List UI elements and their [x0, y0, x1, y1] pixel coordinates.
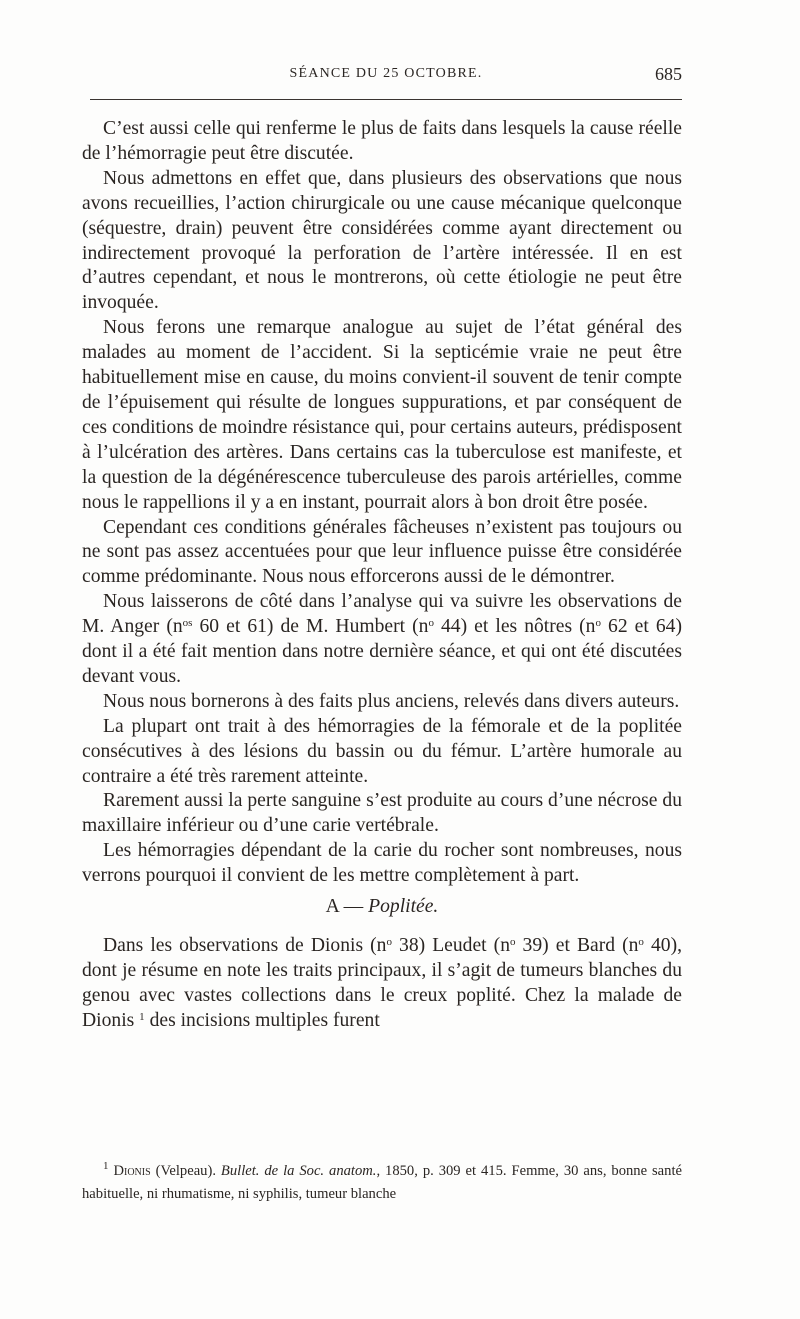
footnote-text	[82, 1160, 682, 1206]
paragraph-5-text-d: 62 et 64) dont il a été fait mention dans notre dernière séance, et qui ont été discutées devant vous.	[82, 616, 682, 687]
footnote-author: Dionis	[113, 1163, 151, 1179]
section-heading	[82, 895, 682, 920]
paragraph-6: Nous nous bornerons à des faits plus anciens, relevés dans divers auteurs.	[103, 690, 680, 712]
paragraph-10	[82, 934, 682, 1034]
numero-superscript: o	[638, 936, 644, 948]
numero-superscript: os	[182, 617, 193, 630]
running-head	[90, 66, 682, 88]
paragraph-8: Rarement aussi la perte sanguine s’est produite au cours d’une nécrose du maxillaire inférieur ou d’une carie vertébrale.	[82, 790, 682, 837]
page-number: 685	[655, 64, 682, 84]
numero-superscript: o	[595, 617, 601, 630]
paragraph-5	[82, 590, 682, 690]
paragraph-2: Nous admettons en effet que, dans plusieurs des observations que nous avons recueillies, l’action chirurgicale ou une cause mécanique quelconque (séquestre, drain) peuvent être considérées comme ayant directement ou indirectement provoqué la perforation de l’artère intéressée. Il en est d’autres cependant, et nous le montrerons, où cette étiologie ne peut être invoquée.	[82, 167, 682, 314]
header-rule	[90, 99, 682, 100]
paragraph-5-text-c: 44) et les nôtres (n	[433, 616, 596, 638]
footnote-marker: 1	[103, 1160, 109, 1172]
paragraph-10-text-b: 38) Leudet (n	[391, 935, 510, 956]
footnote-text-b: , 1850, p. 309 et 415. Femme, 30 ans, bonne santé habituelle, ni rhumatisme, ni syphilis, tumeur blanche	[82, 1163, 682, 1202]
body-text	[82, 117, 682, 1034]
paragraph-4: Cependant ces conditions générales fâcheuses n’existent pas toujours ou ne sont pas assez accentuées pour que leur influence puisse être considérée comme prédominante. Nous nous efforcerons aussi de le démontrer.	[82, 516, 682, 588]
section-title: Poplitée.	[368, 896, 439, 918]
numero-superscript: o	[386, 936, 392, 948]
paragraph-10-text-a: Dans les observations de Dionis (n	[103, 935, 387, 956]
footnote	[82, 1160, 682, 1206]
section-dash: —	[338, 896, 369, 918]
footnote-text-a: (Velpeau).	[150, 1163, 221, 1179]
running-head-title: SÉANCE DU 25 OCTOBRE.	[289, 66, 483, 81]
footnote-journal: Bullet. de la Soc. anatom.	[220, 1163, 377, 1179]
paragraph-3: Nous ferons une remarque analogue au sujet de l’état général des malades au moment de l’accident. Si la septicémie vraie ne peut être habituellement mise en cause, du moins convient-il souvent de tenir compte de l’épuisement qui résulte de longues suppurations, et par conséquent de ces conditions de moindre résistance qui, pour certains auteurs, prédisposent à l’ulcération des artères. Dans certains cas la tuberculose est manifeste, et la question de la dégénérescence tuberculeuse des parois artérielles, comme nous le rappellions il y a en instant, pourrait alors à bon droit être posée.	[82, 317, 682, 513]
numero-superscript: o	[428, 617, 434, 630]
paragraph-1: C’est aussi celle qui renferme le plus de faits dans lesquels la cause réelle de l’hémorragie peut être discutée.	[82, 118, 682, 164]
paragraph-9: Les hémorragies dépendant de la carie du rocher sont nombreuses, nous verrons pourquoi il convient de les mettre complètement à part.	[82, 840, 682, 887]
paragraph-10-text-e: des incisions multiples furent	[144, 1009, 380, 1031]
footnote-reference: 1	[139, 1010, 145, 1023]
numero-superscript: o	[510, 936, 516, 948]
paragraph-7: La plupart ont trait à des hémorragies de la fémorale et de la poplitée consécutives à des lésions du bassin ou du fémur. L’artère humorale au contraire a été très rarement atteinte.	[82, 715, 682, 787]
paragraph-10-text-d: 40), dont je résume en note les traits principaux, il s’agit de tumeurs blanches du genou avec vastes collections dans le creux poplité. Chez la malade de Dionis	[82, 935, 683, 1031]
section-letter: A	[325, 896, 339, 918]
paragraph-5-text-a: Nous laisserons de côté dans l’analyse qui va suivre les observations de M. Anger (n	[82, 591, 682, 638]
paragraph-10-text-c: 39) et Bard (n	[515, 935, 639, 956]
paragraph-5-text-b: 60 et 61) de M. Humbert (n	[192, 616, 429, 638]
